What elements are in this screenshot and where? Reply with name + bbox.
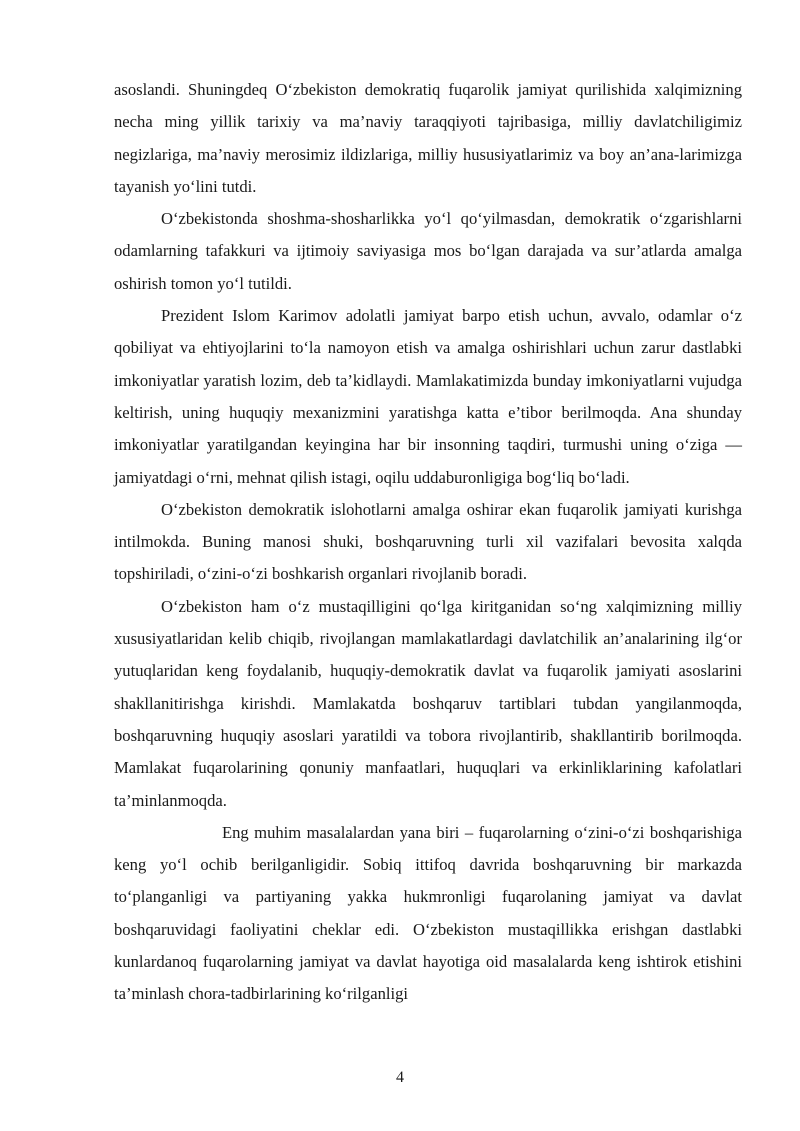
paragraph-6: Eng muhim masalalardan yana biri – fuqarolarning o‘zini-o‘zi boshqarishiga keng yo‘l ochib berilganligidir. Sobiq ittifoq davrida boshqaruvning bir markazda to‘planganligi va partiyaning yakka hukmronligi fuqarolaning jamiyat va davlat boshqaruvidagi faoliyatini cheklar edi. O‘zbekiston mustaqillikka erishgan dastlabki kunlardanoq fuqarolarning jamiyat va davlat hayotiga oid masalalarda keng ishtirok etishini ta’minlash chora-tadbirlarining ko‘rilganligi	[114, 822, 742, 1004]
paragraph-2: O‘zbekistonda shoshma-shosharlikka yo‘l qo‘yilmasdan, demokratik o‘zgarishlarni odamlarning tafakkuri va ijtimoiy saviyasiga mos bo‘lgan darajada va sur’atlarda amalga oshirish tomon yo‘l tutildi.	[114, 209, 742, 293]
paragraph-3: Prezident Islom Karimov adolatli jamiyat barpo etish uchun, avvalo, odamlar o‘z qobiliyat va ehtiyojlarini to‘la namoyon etish va amalga oshirishlari uchun zarur dastlabki imkoniyatlar yaratish lozim, deb ta’kidlaydi. Mamlakatimizda bunday imkoniyatlarni vujudga keltirish, uning huquqiy mexanizmini yaratishga katta e’tibor berilmoqda. Ana shunday imkoniyatlar yaratilgandan keyingina har bir insonning taqdiri, turmushi uning o‘ziga — jamiyatdagi o‘rni, mehnat qilish istagi, oqilu uddaburonligiga bog‘liq bo‘ladi.	[114, 306, 742, 487]
page-number: 4	[396, 1069, 404, 1086]
paragraph-5: O‘zbekiston ham o‘z mustaqilligini qo‘lga kiritganidan so‘ng xalqimizning milliy xususiyatlaridan kelib chiqib, rivojlangan mamlakatlardagi davlatchilik an’analarining ilg‘or yutuqlaridan keng foydalanib, huquqiy-demokratik davlat va fuqarolik jamiyati asoslarini shakllanitirishga kirishdi. Mamlakatda boshqaruv tartiblari tubdan yangilanmoqda, boshqaruvning huquqiy asoslari yaratildi va tobora rivojlantirib, shakllantirib borilmoqda. Mamlakat fuqarolarining qonuniy manfaatlari, huquqlari va erkinliklarining kafolatlari ta’minlanmoqda.	[114, 596, 742, 810]
document-page	[114, 74, 742, 1011]
paragraph-4: O‘zbekiston demokratik islohotlarni amalga oshirar ekan fuqarolik jamiyati kurishga intilmokda. Buning manosi shuki, boshqaruvning turli xil vazifalari bevosita xalqda topshiriladi, o‘zini-o‘zi boshkarish organlari rivojlanib boradi.	[114, 499, 742, 584]
paragraph-1: asoslandi. Shuningdeq O‘zbekiston demokratiq fuqarolik jamiyat qurilishida xalqimizning necha ming yillik tarixiy va ma’naviy taraqqiyoti tajribasiga, milliy davlatchiligimiz negizlariga, ma’naviy merosimiz ildizlariga, milliy hususiyatlarimiz va boy an’ana-larimizga tayanish yo‘lini tutdi.	[114, 80, 742, 196]
